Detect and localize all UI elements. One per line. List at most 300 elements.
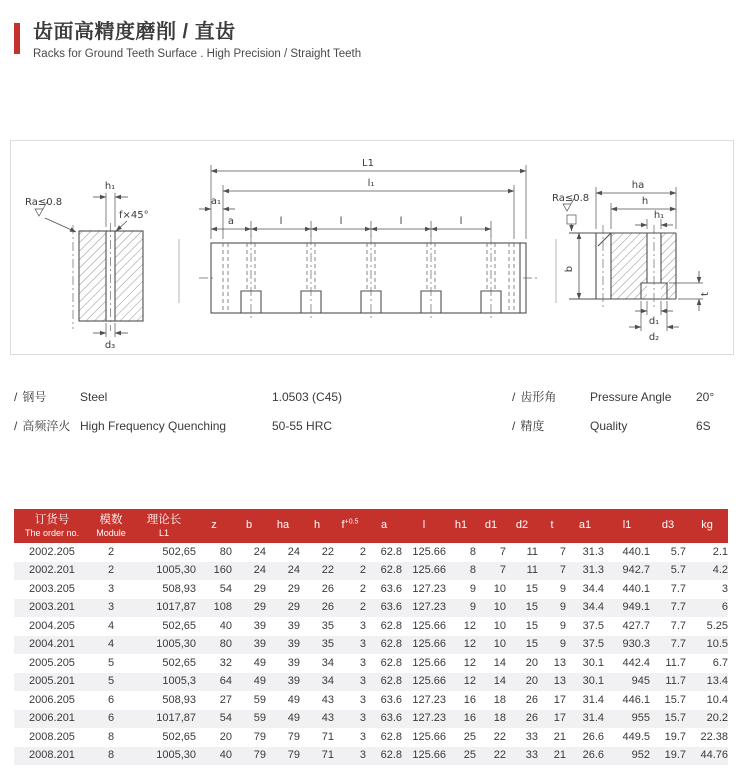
- spec-section: [0, 382, 742, 442]
- dim-label-chamfer: f×45°: [119, 210, 149, 221]
- column-header: a1: [566, 509, 604, 543]
- value-cell: 24: [253, 564, 266, 577]
- order-no-cell: 2008.201: [29, 749, 75, 762]
- value-cell: 20: [219, 730, 232, 743]
- spec-slash: /: [14, 390, 18, 404]
- value-cell: 7: [499, 545, 506, 558]
- spec-label-zh: / 精度: [512, 419, 545, 433]
- value-cell: 79: [253, 749, 266, 762]
- dim-label-ra-right: Ra≤0.8: [552, 193, 590, 204]
- value-cell: 20.2: [706, 712, 728, 725]
- value-cell: 6: [721, 601, 728, 614]
- value-cell: 502,65: [162, 619, 196, 632]
- value-cell: 34.4: [582, 601, 604, 614]
- value-cell: 22: [493, 730, 506, 743]
- value-cell: 62.8: [380, 638, 402, 651]
- value-cell: 31.3: [582, 545, 604, 558]
- value-cell: 7.7: [670, 601, 686, 614]
- spec-group-material: [14, 382, 494, 440]
- value-cell: 3: [359, 619, 366, 632]
- order-no-cell: 2004.205: [29, 619, 75, 632]
- page-header: [14, 21, 361, 60]
- value-cell: 80: [219, 638, 232, 651]
- value-cell: 26.6: [582, 730, 604, 743]
- spec-label-en: Pressure Angle: [590, 389, 672, 404]
- value-cell: 34.4: [582, 582, 604, 595]
- value-cell: 10: [493, 601, 506, 614]
- value-cell: 71: [321, 730, 334, 743]
- value-cell: 64: [219, 675, 232, 688]
- value-cell: 7.7: [670, 619, 686, 632]
- value-cell: 22: [321, 545, 334, 558]
- spec-label-en: High Frequency Quenching: [80, 418, 227, 433]
- table-header-row: [14, 509, 728, 543]
- column-header: h: [300, 509, 334, 543]
- value-cell: 11: [526, 564, 538, 577]
- dim-label-d3: d₃: [104, 340, 116, 351]
- value-cell: 43: [321, 712, 334, 725]
- value-cell: 59: [253, 712, 266, 725]
- spec-row: [14, 411, 494, 440]
- dim-label-l: l: [339, 216, 343, 227]
- value-cell: 502,65: [162, 730, 196, 743]
- value-cell: 16: [463, 712, 476, 725]
- value-cell: 930.3: [622, 638, 650, 651]
- value-cell: 6.7: [712, 656, 728, 669]
- value-cell: 44.76: [700, 749, 728, 762]
- dim-label-a1: a₁: [210, 196, 222, 207]
- dim-label-ha: ha: [631, 180, 645, 191]
- column-header: $f^{+0.5}$: [334, 509, 366, 543]
- value-cell: 9: [469, 582, 476, 595]
- value-cell: 40: [219, 749, 232, 762]
- value-cell: 26.6: [582, 749, 604, 762]
- value-cell: 20: [525, 656, 538, 669]
- value-cell: 12: [463, 638, 476, 651]
- value-cell: 12: [463, 656, 476, 669]
- table-row: [14, 636, 728, 655]
- value-cell: 9: [559, 582, 566, 595]
- value-cell: 17: [553, 693, 566, 706]
- value-cell: 8: [469, 564, 476, 577]
- table-row: [14, 599, 728, 618]
- value-cell: 21: [553, 749, 566, 762]
- value-cell: 62.8: [380, 730, 402, 743]
- value-cell: 33: [525, 749, 538, 762]
- value-cell: 29: [287, 582, 300, 595]
- value-cell: 39: [253, 619, 266, 632]
- order-no-cell: 2002.201: [29, 564, 75, 577]
- value-cell: 1005,30: [156, 564, 196, 577]
- value-cell: 30.1: [582, 656, 604, 669]
- value-cell: 24: [287, 545, 300, 558]
- value-cell: 2: [359, 582, 366, 595]
- table-row: [14, 691, 728, 710]
- value-cell: 25: [463, 730, 476, 743]
- value-cell: 22: [493, 749, 506, 762]
- title-block: [33, 21, 361, 60]
- spec-value: 20°: [696, 389, 715, 404]
- value-cell: 449.5: [622, 730, 650, 743]
- value-cell: 3: [359, 749, 366, 762]
- column-header: d1: [476, 509, 506, 543]
- value-cell: 62.8: [380, 675, 402, 688]
- value-cell: 1017,87: [156, 601, 196, 614]
- value-cell: 39: [287, 675, 300, 688]
- value-cell: 125.66: [412, 564, 446, 577]
- value-cell: 35: [321, 619, 334, 632]
- value-cell: 62.8: [380, 545, 402, 558]
- dim-label-b: b: [564, 265, 575, 273]
- column-header: l: [402, 509, 446, 543]
- value-cell: 12: [463, 675, 476, 688]
- value-cell: 7.7: [670, 638, 686, 651]
- value-cell: 29: [253, 601, 266, 614]
- order-no-cell: 2005.201: [29, 675, 75, 688]
- value-cell: 6: [107, 693, 115, 706]
- value-cell: 11.7: [665, 656, 686, 669]
- table-row: [14, 543, 728, 562]
- table-row: [14, 747, 728, 766]
- value-cell: 125.66: [412, 730, 446, 743]
- value-cell: 27: [219, 693, 232, 706]
- value-cell: 10.4: [706, 693, 728, 706]
- order-no-cell: 2004.201: [29, 638, 75, 651]
- value-cell: 39: [287, 638, 300, 651]
- value-cell: 11.7: [665, 675, 686, 688]
- value-cell: 26: [321, 582, 334, 595]
- value-cell: 3: [721, 582, 728, 595]
- value-cell: 2: [359, 545, 366, 558]
- value-cell: 955: [631, 712, 650, 725]
- value-cell: 440.1: [622, 545, 650, 558]
- order-no-cell: 2006.201: [29, 712, 75, 725]
- value-cell: 29: [287, 601, 300, 614]
- dim-label-l: l: [399, 216, 403, 227]
- column-header: 订货号 The order no.: [14, 509, 90, 543]
- column-header: 模数 Module: [90, 509, 132, 543]
- value-cell: 7.7: [670, 582, 686, 595]
- table-row: [14, 654, 728, 673]
- order-no-cell: 2005.205: [29, 656, 75, 669]
- spec-slash: /: [512, 390, 516, 404]
- dim-label-h: h: [641, 196, 649, 207]
- value-cell: 125.66: [412, 619, 446, 632]
- value-cell: 62.8: [380, 749, 402, 762]
- order-no-cell: 2003.201: [29, 601, 75, 614]
- product-table: [14, 509, 728, 765]
- dim-label-t: t: [700, 292, 711, 296]
- column-header: a: [366, 509, 402, 543]
- table-row: [14, 562, 728, 581]
- value-cell: 49: [253, 656, 266, 669]
- value-cell: 3: [359, 675, 366, 688]
- value-cell: 5: [107, 675, 115, 688]
- value-cell: 32: [219, 656, 232, 669]
- value-cell: 43: [321, 693, 334, 706]
- value-cell: 12: [463, 619, 476, 632]
- value-cell: 10: [493, 638, 506, 651]
- value-cell: 10: [493, 582, 506, 595]
- drawing-middle-section: [199, 158, 538, 320]
- value-cell: 3: [107, 601, 115, 614]
- value-cell: 952: [631, 749, 650, 762]
- value-cell: 18: [493, 712, 506, 725]
- table-row: [14, 617, 728, 636]
- value-cell: 34: [321, 656, 334, 669]
- value-cell: 446.1: [622, 693, 650, 706]
- value-cell: 18: [493, 693, 506, 706]
- value-cell: 942.7: [622, 564, 650, 577]
- value-cell: 127.23: [412, 712, 446, 725]
- value-cell: 1005,30: [156, 749, 196, 762]
- value-cell: 440.1: [622, 582, 650, 595]
- technical-drawing-panel: [10, 140, 734, 355]
- value-cell: 39: [287, 619, 300, 632]
- column-header: z: [196, 509, 232, 543]
- value-cell: 15: [525, 638, 538, 651]
- value-cell: 125.66: [412, 675, 446, 688]
- value-cell: 4: [107, 638, 115, 651]
- rack-technical-drawing: [11, 141, 731, 352]
- page-subtitle: Racks for Ground Teeth Surface . High Precision / Straight Teeth: [33, 48, 362, 60]
- value-cell: 71: [321, 749, 334, 762]
- value-cell: 442.4: [622, 656, 650, 669]
- dim-label-h1-left: h₁: [104, 181, 116, 192]
- column-header: kg: [686, 509, 728, 543]
- value-cell: 502,65: [162, 545, 196, 558]
- value-cell: 59: [253, 693, 266, 706]
- value-cell: 11: [526, 545, 538, 558]
- spec-slash: /: [14, 419, 18, 433]
- value-cell: 26: [525, 693, 538, 706]
- value-cell: 49: [253, 675, 266, 688]
- value-cell: 125.66: [412, 656, 446, 669]
- spec-row: [512, 382, 734, 411]
- value-cell: 2: [107, 564, 115, 577]
- spec-label-en: Steel: [80, 389, 108, 404]
- value-cell: 508,93: [162, 582, 196, 595]
- value-cell: 54: [219, 582, 232, 595]
- value-cell: 7: [559, 545, 566, 558]
- value-cell: 10: [493, 619, 506, 632]
- value-cell: 8: [107, 749, 115, 762]
- value-cell: 14: [493, 675, 506, 688]
- drawing-right-section: [552, 180, 711, 343]
- spec-label-zh: / 钢号: [14, 390, 47, 404]
- value-cell: 8: [107, 730, 115, 743]
- column-header: 理论长 L1: [132, 509, 196, 543]
- value-cell: 2.1: [712, 545, 728, 558]
- value-cell: 15.7: [664, 693, 686, 706]
- spec-label-zh: / 齿形角: [512, 390, 557, 404]
- value-cell: 15: [525, 582, 538, 595]
- value-cell: 54: [219, 712, 232, 725]
- value-cell: 49: [287, 693, 300, 706]
- page-title: 齿面高精度磨削 / 直齿: [33, 21, 236, 43]
- value-cell: 80: [219, 545, 232, 558]
- value-cell: 5: [107, 656, 115, 669]
- spec-value: 6S: [696, 418, 711, 433]
- value-cell: 10.5: [706, 638, 728, 651]
- value-cell: 5.25: [706, 619, 728, 632]
- spec-group-gear: [512, 382, 734, 440]
- value-cell: 14: [493, 656, 506, 669]
- value-cell: 4: [107, 619, 115, 632]
- value-cell: 15.7: [664, 712, 686, 725]
- column-header: d3: [650, 509, 686, 543]
- order-no-cell: 2003.205: [29, 582, 75, 595]
- value-cell: 35: [321, 638, 334, 651]
- value-cell: 2: [359, 601, 366, 614]
- value-cell: 62.8: [380, 656, 402, 669]
- value-cell: 2: [107, 545, 115, 558]
- spec-label-zh: / 高频淬火: [14, 419, 71, 433]
- value-cell: 15: [525, 619, 538, 632]
- spec-row: [512, 411, 734, 440]
- table-body: [14, 543, 728, 765]
- value-cell: 15: [525, 601, 538, 614]
- dim-label-l: l: [459, 216, 463, 227]
- value-cell: 25: [463, 749, 476, 762]
- value-cell: 79: [287, 730, 300, 743]
- dim-label-d1: d₁: [648, 316, 660, 327]
- value-cell: 9: [559, 638, 566, 651]
- value-cell: 427.7: [622, 619, 650, 632]
- value-cell: 49: [287, 712, 300, 725]
- value-cell: 7: [559, 564, 566, 577]
- value-cell: 79: [253, 730, 266, 743]
- value-cell: 1005,30: [156, 638, 196, 651]
- dim-label-d2: d₂: [648, 332, 660, 343]
- value-cell: 1017,87: [156, 712, 196, 725]
- value-cell: 79: [287, 749, 300, 762]
- spec-row: [14, 382, 494, 411]
- value-cell: 3: [359, 730, 366, 743]
- value-cell: 13: [553, 656, 566, 669]
- order-no-cell: 2008.205: [29, 730, 75, 743]
- dim-label-L1: L1: [362, 158, 374, 169]
- accent-bar: [14, 23, 20, 54]
- value-cell: 26: [321, 601, 334, 614]
- value-cell: 4.2: [712, 564, 728, 577]
- column-header: ha: [266, 509, 300, 543]
- value-cell: 34: [321, 675, 334, 688]
- value-cell: 125.66: [412, 749, 446, 762]
- value-cell: 16: [463, 693, 476, 706]
- column-header: h1: [446, 509, 476, 543]
- value-cell: 13: [553, 675, 566, 688]
- dim-label-l: l: [279, 216, 283, 227]
- table-row: [14, 710, 728, 729]
- value-cell: 24: [253, 545, 266, 558]
- value-cell: 1005,3: [162, 675, 196, 688]
- value-cell: 63.6: [380, 712, 402, 725]
- value-cell: 9: [469, 601, 476, 614]
- spec-slash: /: [512, 419, 516, 433]
- value-cell: 125.66: [412, 638, 446, 651]
- value-cell: 2: [359, 564, 366, 577]
- value-cell: 3: [359, 693, 366, 706]
- value-cell: 37.5: [582, 638, 604, 651]
- spec-value: 50-55 HRC: [272, 418, 333, 433]
- value-cell: 160: [213, 564, 232, 577]
- value-cell: 63.6: [380, 582, 402, 595]
- value-cell: 39: [253, 638, 266, 651]
- drawing-left-section: [25, 181, 149, 351]
- value-cell: 31.3: [582, 564, 604, 577]
- value-cell: 31.4: [582, 693, 604, 706]
- value-cell: 62.8: [380, 564, 402, 577]
- rack-holes: [241, 221, 501, 320]
- value-cell: 22: [321, 564, 334, 577]
- value-cell: 17: [553, 712, 566, 725]
- value-cell: 26: [525, 712, 538, 725]
- spec-label-en: Quality: [590, 418, 628, 433]
- dim-label-a: a: [227, 216, 235, 227]
- value-cell: 949.1: [622, 601, 650, 614]
- value-cell: 19.7: [664, 730, 686, 743]
- value-cell: 20: [525, 675, 538, 688]
- table-row: [14, 673, 728, 692]
- table-row: [14, 728, 728, 747]
- value-cell: 3: [359, 656, 366, 669]
- value-cell: 5.7: [670, 545, 686, 558]
- value-cell: 31.4: [582, 712, 604, 725]
- order-no-cell: 2002.205: [29, 545, 75, 558]
- value-cell: 33: [525, 730, 538, 743]
- value-cell: 127.23: [412, 693, 446, 706]
- value-cell: 29: [253, 582, 266, 595]
- value-cell: 508,93: [162, 693, 196, 706]
- value-cell: 3: [359, 712, 366, 725]
- value-cell: 502,65: [162, 656, 196, 669]
- value-cell: 30.1: [582, 675, 604, 688]
- value-cell: 8: [469, 545, 476, 558]
- value-cell: 63.6: [380, 601, 402, 614]
- dim-label-ra-left: Ra≤0.8: [25, 197, 63, 208]
- value-cell: 22.38: [700, 730, 728, 743]
- value-cell: 62.8: [380, 619, 402, 632]
- value-cell: 127.23: [412, 582, 446, 595]
- dim-label-h1-right: h₁: [653, 210, 665, 221]
- value-cell: 945: [631, 675, 650, 688]
- value-cell: 13.4: [706, 675, 728, 688]
- column-header: t: [538, 509, 566, 543]
- column-header: d2: [506, 509, 538, 543]
- value-cell: 125.66: [412, 545, 446, 558]
- order-no-cell: 2006.205: [29, 693, 75, 706]
- table-row: [14, 580, 728, 599]
- value-cell: 7: [499, 564, 506, 577]
- value-cell: 9: [559, 619, 566, 632]
- value-cell: 108: [213, 601, 232, 614]
- dim-label-l1-small: l₁: [367, 178, 375, 189]
- value-cell: 19.7: [664, 749, 686, 762]
- column-header: b: [232, 509, 266, 543]
- value-cell: 3: [359, 638, 366, 651]
- value-cell: 3: [107, 582, 115, 595]
- value-cell: 127.23: [412, 601, 446, 614]
- value-cell: 39: [287, 656, 300, 669]
- value-cell: 5.7: [670, 564, 686, 577]
- table-head: [14, 509, 728, 543]
- value-cell: 40: [219, 619, 232, 632]
- value-cell: 24: [287, 564, 300, 577]
- spec-value: 1.0503 (C45): [272, 389, 343, 404]
- value-cell: 9: [559, 601, 566, 614]
- column-header: l1: [604, 509, 650, 543]
